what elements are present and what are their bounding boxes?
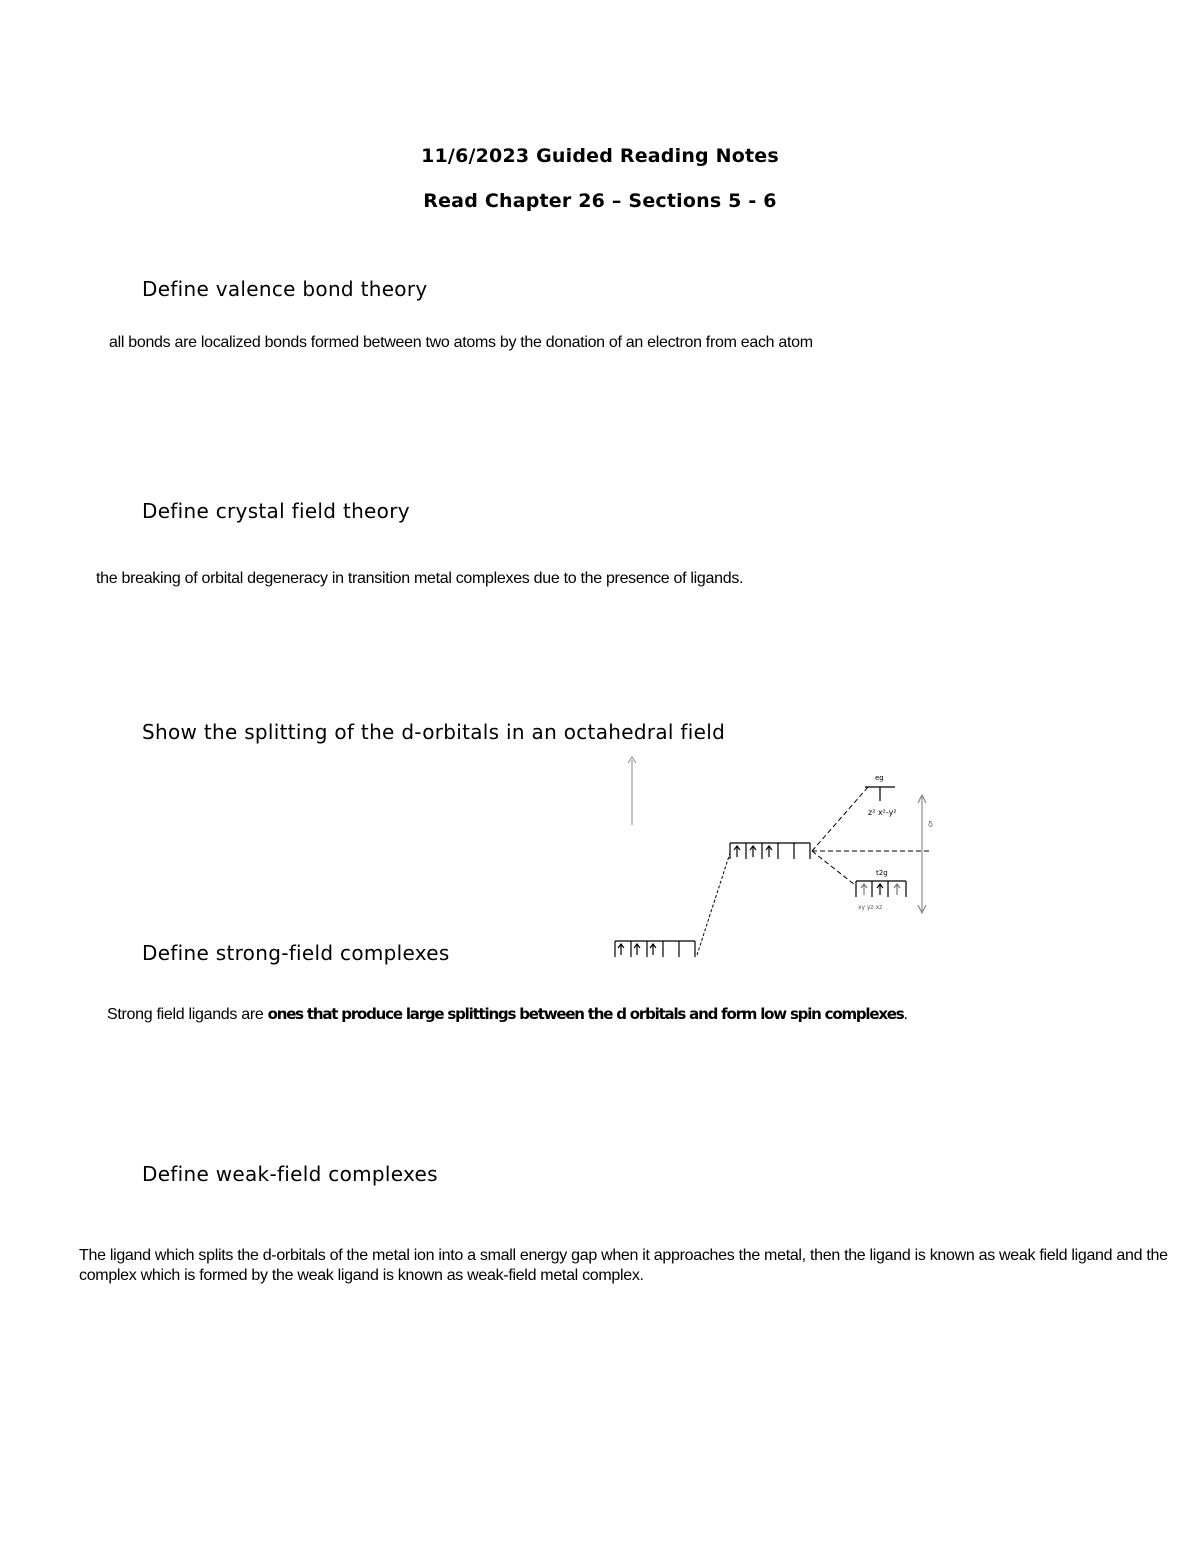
answer-strong-field-prefix: Strong field ligands are [107,1006,268,1023]
eg-level [865,787,895,801]
delta-arrows [918,795,926,913]
spherical-field-orbitals [730,843,810,859]
answer-crystal-field-theory: the breaking of orbital degeneracy in transition metal complexes due to the presence of ligands. [96,570,744,587]
eg-orbitals-label: z² x²-y² [868,808,897,817]
free-ion-orbitals [615,941,695,957]
t2g-label: t2g [876,869,888,877]
answer-valence-bond-theory: all bonds are localized bonds formed between two atoms by the donation of an electron from each atom [109,334,813,351]
connector-line [697,853,730,955]
question-octahedral-splitting: Show the splitting of the d-orbitals in an octahedral field [142,720,726,744]
page-title: 11/6/2023 Guided Reading Notes [421,145,779,167]
delta-label: δ [928,820,933,829]
answer-strong-field [107,1005,908,1024]
energy-axis-arrow [628,757,636,825]
question-crystal-field-theory: Define crystal field theory [142,499,410,523]
answer-strong-field-suffix: . [903,1006,908,1023]
eg-label: eg [875,774,884,782]
octahedral-splitting-diagram [600,745,960,970]
answer-weak-field: The ligand which splits the d-orbitals of the metal ion into a small energy gap when it approaches the metal, then the ligand is known as weak field ligand and the complex which is formed by the weak ligand is known as weak-field metal complex. [79,1247,1168,1284]
question-weak-field: Define weak-field complexes [142,1162,438,1186]
question-valence-bond-theory: Define valence bond theory [142,277,428,301]
answer-strong-field-bold: ones that produce large splittings between the d orbitals and form low spin complexes [267,1005,904,1023]
t2g-level [856,881,906,897]
page-subtitle: Read Chapter 26 – Sections 5 - 6 [423,190,777,212]
t2g-orbitals-label: xy yz xz [858,904,883,911]
question-strong-field: Define strong-field complexes [142,941,450,965]
splitting-lines [812,787,932,885]
